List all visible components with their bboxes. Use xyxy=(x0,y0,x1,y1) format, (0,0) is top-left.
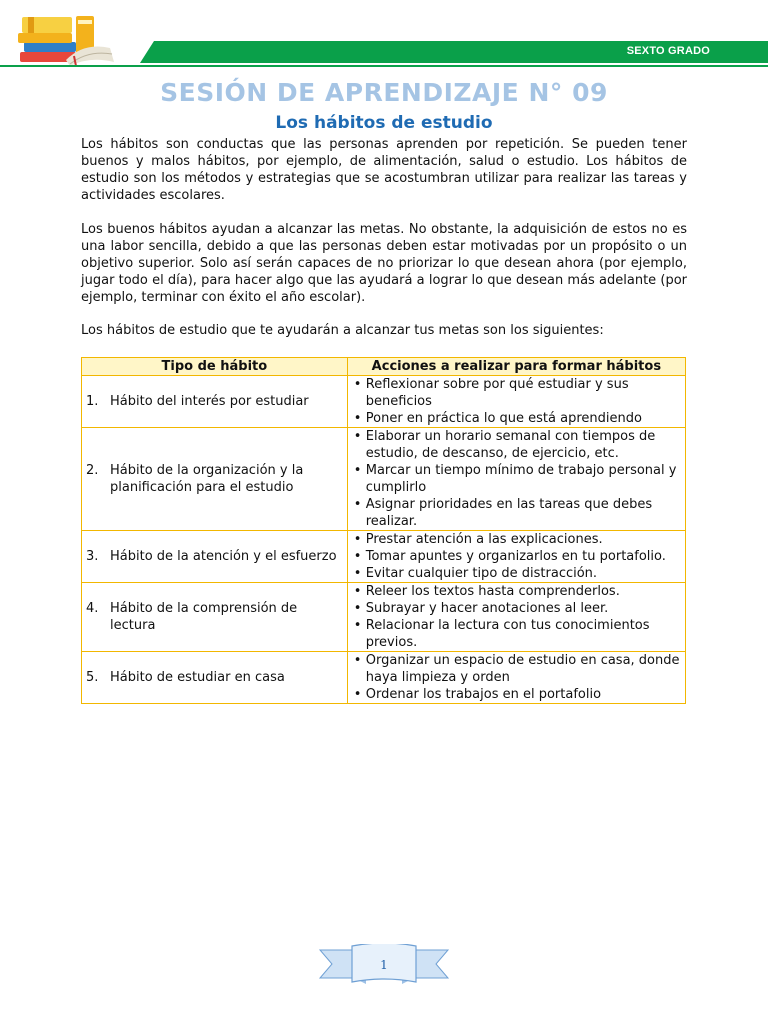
header-actions: Acciones a realizar para formar hábitos xyxy=(347,358,685,376)
table-row xyxy=(82,531,686,583)
habit-number: 1. xyxy=(86,394,99,409)
actions-cell xyxy=(347,583,685,652)
grade-label: SEXTO GRADO xyxy=(626,45,710,57)
table-row xyxy=(82,428,686,531)
habit-number: 4. xyxy=(86,601,99,616)
header-green-line xyxy=(0,65,768,67)
habit-cell xyxy=(82,428,348,531)
habit-cell xyxy=(82,652,348,704)
action-item: • Asignar prioridades en las tareas que debes realizar. xyxy=(354,496,681,530)
action-item: • Marcar un tiempo mínimo de trabajo personal y cumplirlo xyxy=(354,462,681,496)
page-header xyxy=(0,0,768,70)
page-subtitle: Los hábitos de estudio xyxy=(275,113,493,133)
actions-cell xyxy=(347,531,685,583)
table-row xyxy=(82,652,686,704)
action-item: • Relacionar la lectura con tus conocimientos previos. xyxy=(354,617,681,651)
habit-cell xyxy=(82,583,348,652)
action-item: • Elaborar un horario semanal con tiempos de estudio, de descanso, de ejercicio, etc. xyxy=(354,428,681,462)
habit-name: Hábito de la atención y el esfuerzo xyxy=(110,549,337,564)
action-item: • Releer los textos hasta comprenderlos. xyxy=(354,583,681,600)
habit-number: 3. xyxy=(86,549,99,564)
actions-cell xyxy=(347,376,685,428)
intro-paragraph-3: Los hábitos de estudio que te ayudarán a alcanzar tus metas son los siguientes: xyxy=(81,323,604,338)
habit-cell xyxy=(82,376,348,428)
action-item: • Evitar cualquier tipo de distracción. xyxy=(354,565,681,582)
intro-paragraph-2: Los buenos hábitos ayudan a alcanzar las metas. No obstante, la adquisición de estos no es una labor sencilla, debido a que las personas deben estar motivadas por un propósito o un objetivo superior. Solo así serán capaces de no priorizar lo que desean ahora (por ejemplo, jugar todo el día), para hacer algo que las ayudará a lograr lo que desean más adelante (por ejemplo, terminar con éxito el año escolar). xyxy=(81,222,687,305)
habit-number: 2. xyxy=(86,463,99,478)
table-row xyxy=(82,583,686,652)
intro-paragraph-1: Los hábitos son conductas que las personas aprenden por repetición. Se pueden tener buenos y malos hábitos, por ejemplo, de alimentación, salud o estudio. Los hábitos de estudio son los métodos y estrategias que se acostumbran utilizar para realizar las tareas y actividades escolares. xyxy=(81,137,687,203)
habit-name: Hábito de la comprensión de lectura xyxy=(110,601,298,633)
habits-table xyxy=(81,357,686,704)
habit-name: Hábito del interés por estudiar xyxy=(110,394,309,409)
session-title: SESIÓN DE APRENDIZAJE N° 09 xyxy=(160,78,608,107)
habit-number: 5. xyxy=(86,670,99,685)
action-item: • Ordenar los trabajos en el portafolio xyxy=(354,686,681,703)
action-item: • Tomar apuntes y organizarlos en tu portafolio. xyxy=(354,548,681,565)
table-header-row xyxy=(82,358,686,376)
table-row xyxy=(82,376,686,428)
action-item: • Organizar un espacio de estudio en casa, donde haya limpieza y orden xyxy=(354,652,681,686)
action-item: • Poner en práctica lo que está aprendiendo xyxy=(354,410,681,427)
habit-name: Hábito de estudiar en casa xyxy=(110,670,285,685)
action-item: • Prestar atención a las explicaciones. xyxy=(354,531,681,548)
habit-name: Hábito de la organización y la planificación para el estudio xyxy=(110,463,304,495)
page-number: 1 xyxy=(380,958,388,972)
books-stack-icon xyxy=(14,12,124,66)
action-item: • Subrayar y hacer anotaciones al leer. xyxy=(354,600,681,617)
actions-cell xyxy=(347,652,685,704)
header-habit-type: Tipo de hábito xyxy=(82,358,348,376)
actions-cell xyxy=(347,428,685,531)
action-item: • Reflexionar sobre por qué estudiar y sus beneficios xyxy=(354,376,681,410)
habit-cell xyxy=(82,531,348,583)
